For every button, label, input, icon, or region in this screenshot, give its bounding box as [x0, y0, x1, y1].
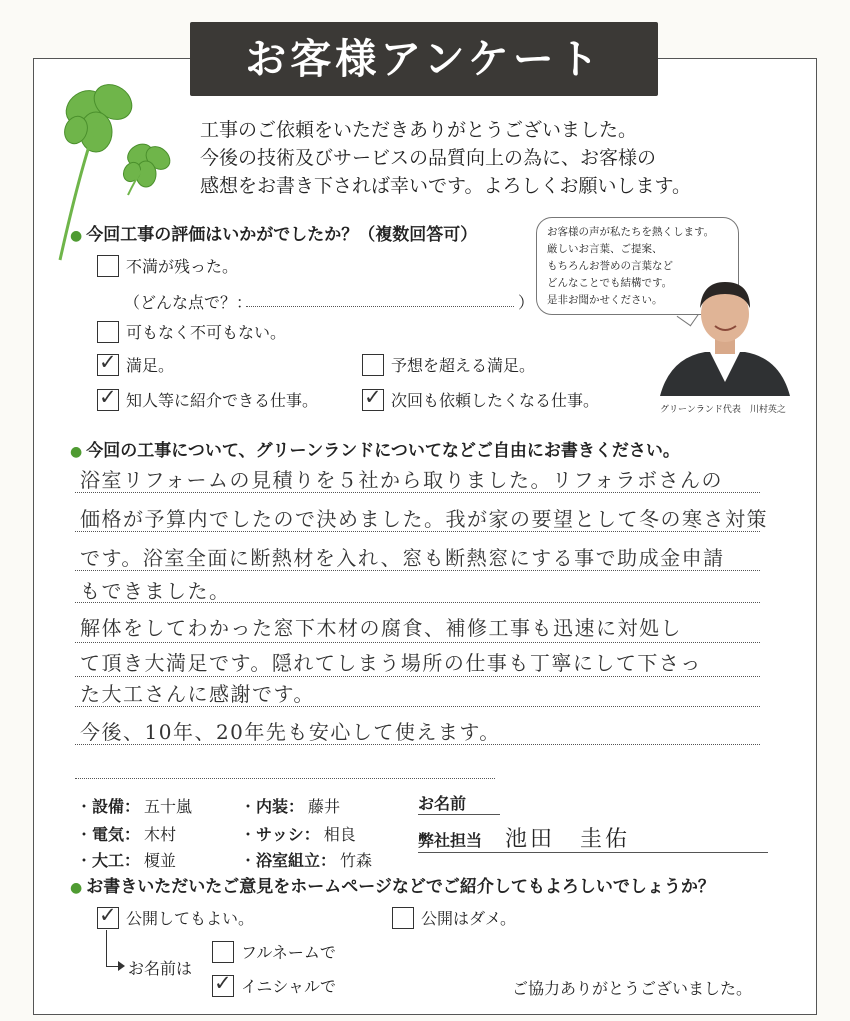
q1-reason-label: （どんな点で？：	[124, 293, 253, 312]
q3-heading: ● お書きいただいたご意見をホームページなどでご紹介してもよろしいでしょうか？	[70, 877, 715, 897]
q1-opt-again[interactable]: ✓ 次回も依頼したくなる仕事。	[362, 388, 599, 411]
intro-text: 工事のご依頼をいただきありがとうございました。 今後の技術及びサービスの品質向上の為に、お客様の 感想をお書き下されば幸いです。よろしくお願いします。	[200, 119, 691, 197]
checkbox-checked[interactable]	[97, 389, 119, 411]
q1-reason-field[interactable]	[246, 306, 514, 307]
q1-heading: ● 今回工事の評価はいかがでしたか？（複数回答可）	[70, 225, 478, 245]
speech-bubble: お客様の声が私たちを熱くします。 厳しいお言葉、ご提案、 もちろんお誉めの言葉など どんなことでも結構です。 是非お聞かせください。	[536, 217, 739, 315]
comment-line: 今後、10年、20年先も安心して使えます。	[80, 720, 501, 744]
comment-line: て頂き大満足です。隠れてしまう場所の仕事も丁寧にして下さっ	[80, 651, 702, 675]
q1-reason-close: ）	[518, 293, 535, 312]
staff-in-charge-label: 弊社担当	[418, 831, 483, 850]
page-title: お客様アンケート	[245, 35, 603, 83]
representative-caption: グリーンランド代表 川村英之	[660, 405, 786, 415]
checkbox-checked[interactable]	[212, 975, 234, 997]
checkbox[interactable]	[97, 255, 119, 277]
customer-name-field[interactable]	[418, 814, 500, 815]
checkbox-checked[interactable]	[362, 389, 384, 411]
q1-opt-beyond[interactable]: 予想を超える満足。	[362, 353, 535, 376]
q1-opt-unsatisfied[interactable]: 不満が残った。	[97, 254, 238, 277]
arrow-icon	[106, 930, 107, 966]
arrow-head-icon	[118, 961, 125, 971]
thanks-text: ご協力ありがとうございました。	[512, 979, 753, 998]
checkbox-checked[interactable]	[97, 907, 119, 929]
bullet-icon: ●	[70, 444, 83, 460]
comment-line: です。浴室全面に断熱材を入れ、窓も断熱窓にする事で助成金申請	[80, 546, 725, 570]
staff-naisou: ・内装： 藤井	[240, 797, 341, 816]
q3-opt-public[interactable]: ✓ 公開してもよい。	[97, 906, 254, 929]
staff-daiku: ・大工： 榎並	[76, 851, 177, 870]
checkbox[interactable]	[212, 941, 234, 963]
staff-sash: ・サッシ： 相良	[240, 825, 356, 844]
checkbox[interactable]	[362, 354, 384, 376]
comment-line: 価格が予算内でしたので決めました。我が家の要望として冬の寒さ対策	[80, 507, 768, 531]
comment-line: た大工さんに感謝です。	[80, 682, 315, 706]
bullet-icon: ●	[70, 228, 83, 244]
staff-denki: ・電気： 木村	[76, 825, 177, 844]
name-format-label: お名前は	[128, 959, 193, 978]
customer-name-label: お名前	[418, 794, 467, 813]
ruled-line	[75, 642, 760, 643]
bullet-icon: ●	[70, 880, 83, 896]
checkbox-checked[interactable]	[97, 354, 119, 376]
q1-opt-neutral[interactable]: 可もなく不可もない。	[97, 320, 286, 343]
ruled-line	[75, 778, 495, 779]
ruled-line	[75, 676, 760, 677]
q2-heading: ● 今回の工事について、グリーンランドについてなどご自由にお書きください。	[70, 441, 680, 461]
q3-opt-initials[interactable]: ✓ イニシャルで	[212, 974, 336, 997]
staff-setsubi: ・設備： 五十嵐	[76, 797, 193, 816]
comment-line: 解体をしてわかった窓下木材の腐食、補修工事も迅速に対処し	[80, 616, 682, 640]
q3-opt-private[interactable]: 公開はダメ。	[392, 906, 516, 929]
checkbox[interactable]	[97, 321, 119, 343]
comment-line: 浴室リフォームの見積りを５社から取りました。リフォラボさんの	[80, 468, 723, 492]
staff-in-charge-underline	[418, 852, 768, 853]
q1-opt-recommend[interactable]: ✓ 知人等に紹介できる仕事。	[97, 388, 318, 411]
representative-photo	[660, 270, 790, 396]
checkbox[interactable]	[392, 907, 414, 929]
q1-opt-satisfied[interactable]: ✓ 満足。	[97, 353, 174, 376]
comment-line: もできました。	[80, 579, 231, 603]
q3-opt-fullname[interactable]: フルネームで	[212, 940, 336, 963]
staff-yokushitsu: ・浴室組立： 竹森	[240, 851, 373, 870]
staff-in-charge-value: 池田 圭佑	[505, 827, 631, 852]
